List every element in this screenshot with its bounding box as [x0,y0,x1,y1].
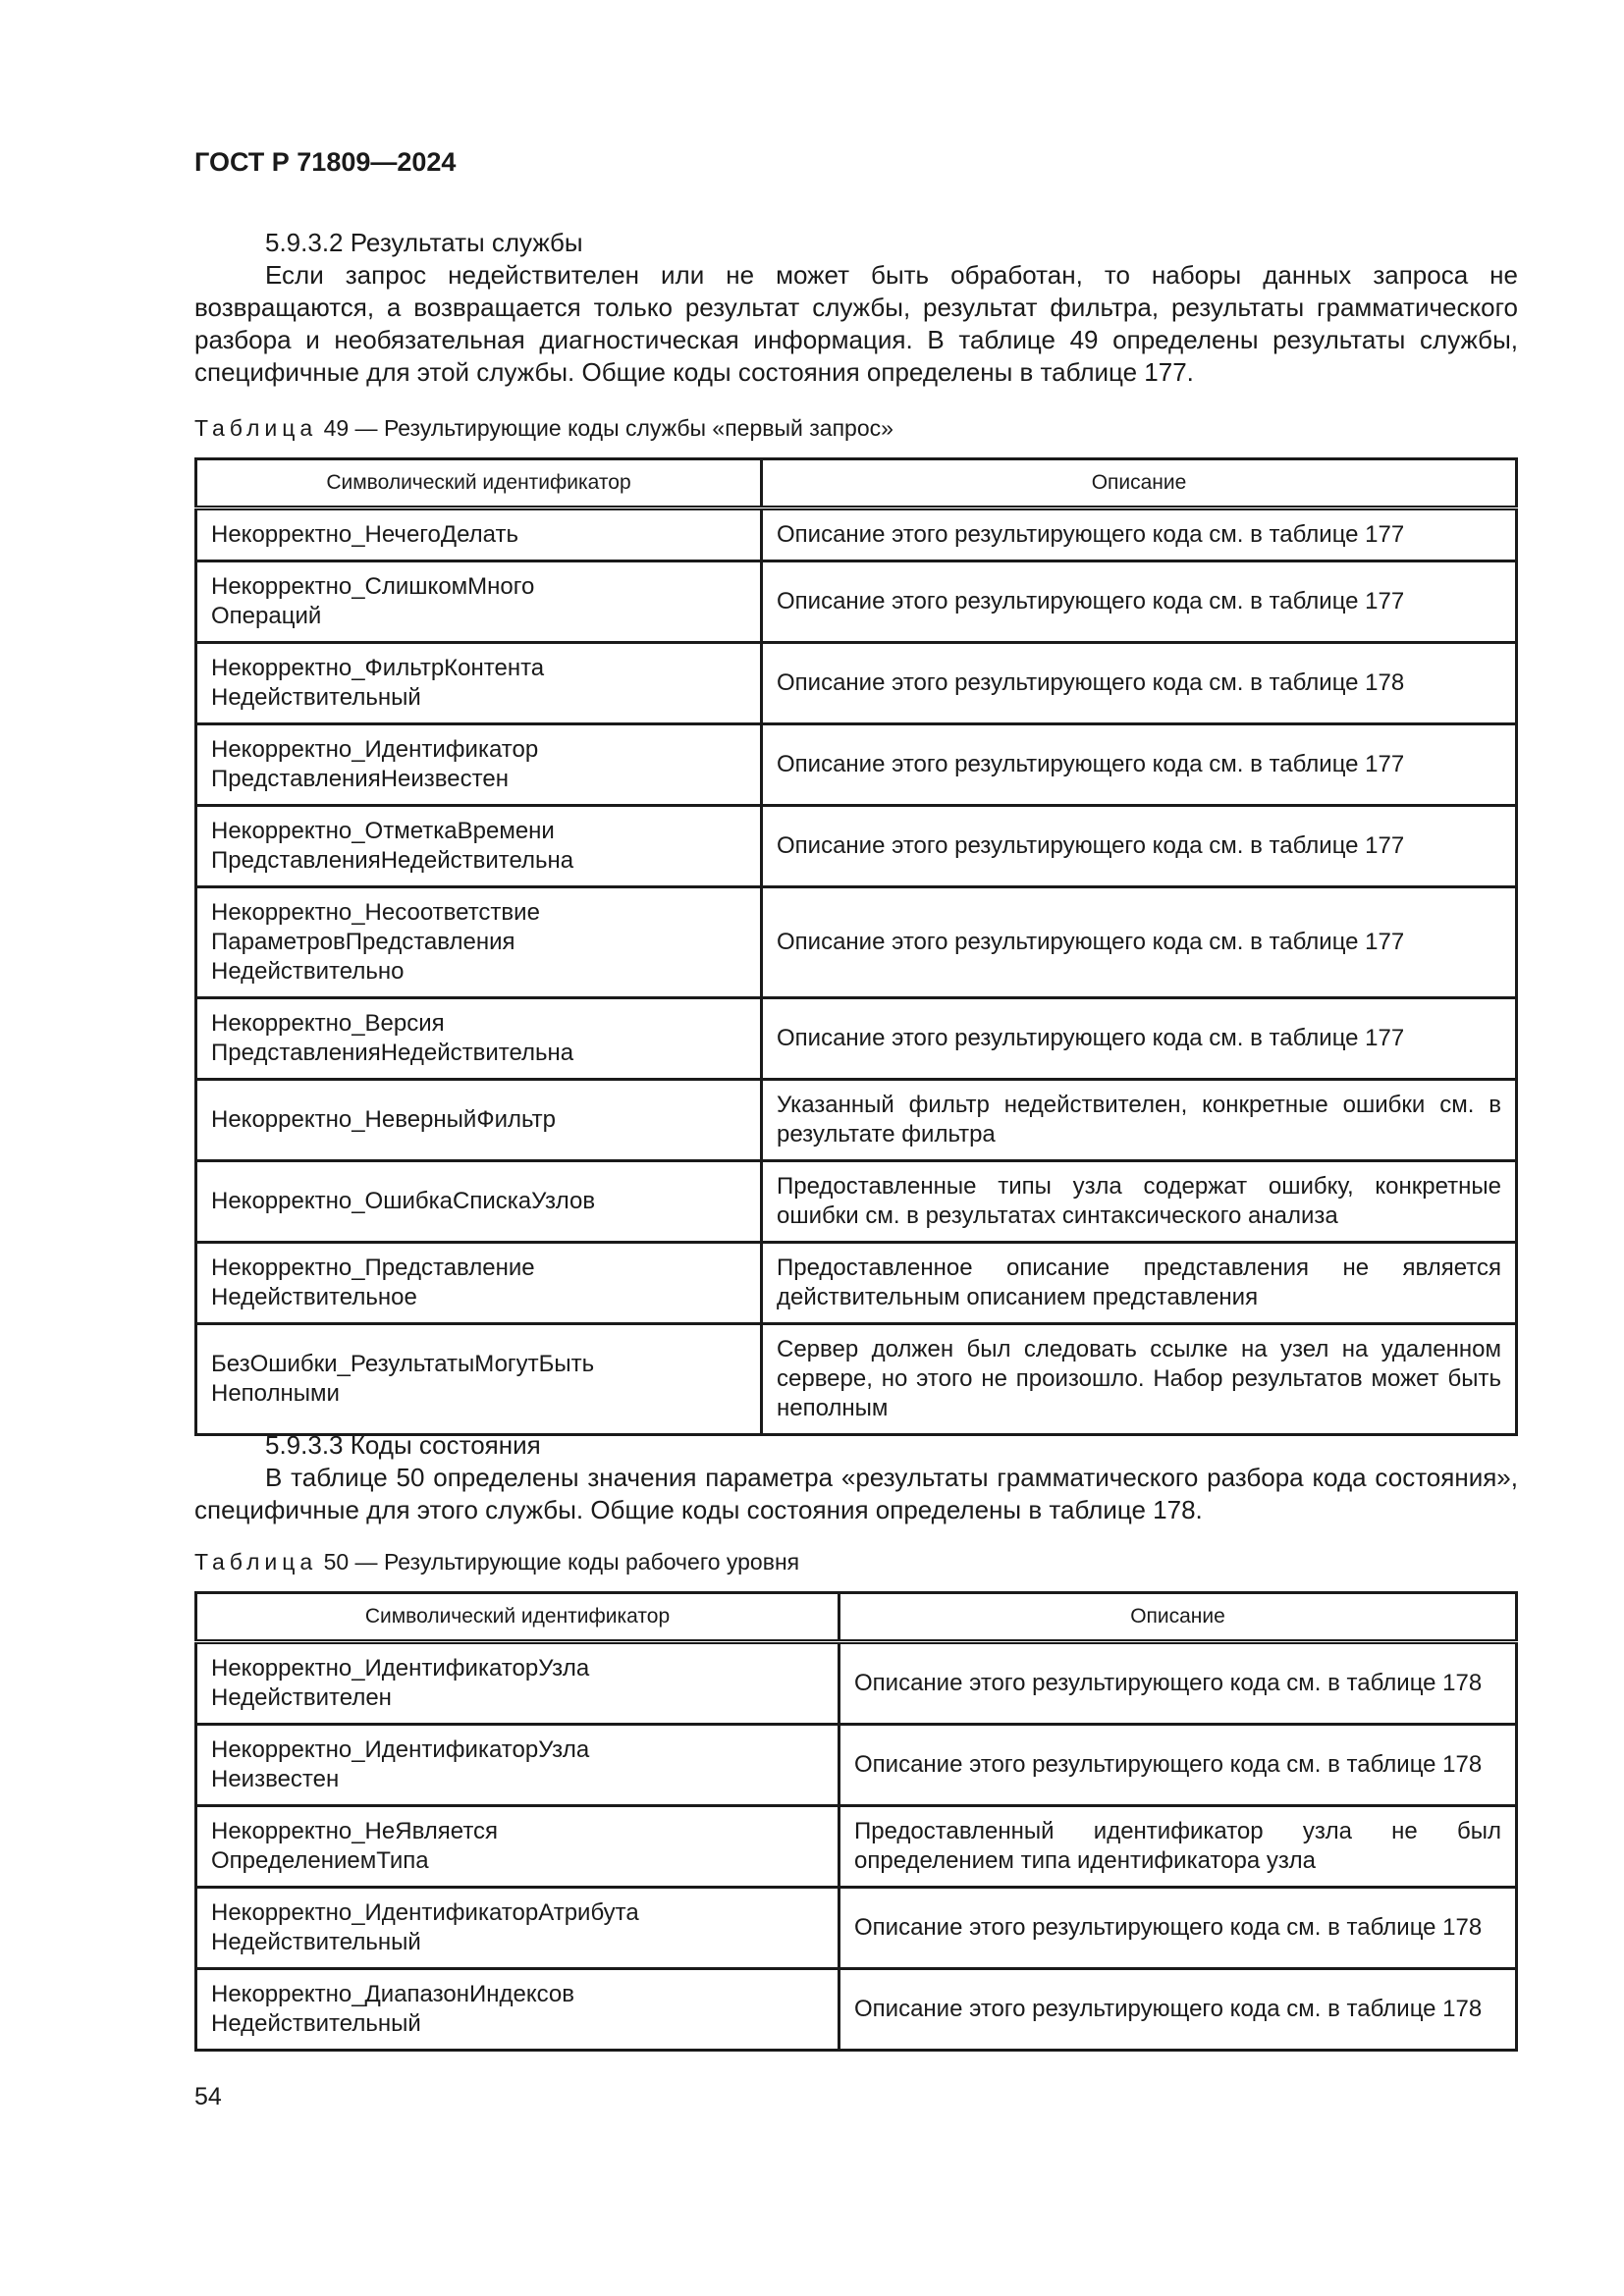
table-row [196,1969,1517,2051]
symbolic-identifier-cell: Некорректно_ИдентификаторАтрибута Недействительный [196,1888,839,1969]
description-cell: Описание этого результирующего кода см. в таблице 178 [839,1969,1517,2051]
description-cell: Предоставленное описание представления не является действительным описанием представления [762,1243,1517,1324]
section-text: Если запрос недействителен или не может быть обработан, то наборы данных запроса не возвращаются, а возвращается только результат службы, результат фильтра, результаты грамматического разбора и необязательная диагностическая информация. В таблице 49 определены результаты службы, специфичные для этой службы. Общие коды состояния определены в таблице 177. [194,260,1518,387]
table-49 [194,457,1518,1436]
column-header: Символический идентификатор [196,459,762,508]
table-row [196,1161,1517,1243]
table-row [196,1642,1517,1725]
section-text: В таблице 50 определены значения параметра «результаты грамматического разбора кода состояния», специфичные для этого службы. Общие коды состояния определены в таблице 178. [194,1463,1518,1524]
table-50-caption [194,1549,1518,1575]
caption-label: Таблица [194,1549,318,1575]
description-cell: Описание этого результирующего кода см. в таблице 177 [762,508,1517,561]
symbolic-identifier-cell: Некорректно_НечегоДелать [196,508,762,561]
description-cell: Описание этого результирующего кода см. в таблице 177 [762,887,1517,998]
document-header: ГОСТ Р 71809—2024 [194,147,457,177]
symbolic-identifier-cell: Некорректно_Версия ПредставленияНедействительна [196,998,762,1080]
section-5-9-3-3 [194,1429,1518,1526]
symbolic-identifier-cell: Некорректно_ФильтрКонтента Недействительный [196,643,762,724]
table-row [196,508,1517,561]
table-row [196,724,1517,806]
table-row [196,998,1517,1080]
description-cell: Описание этого результирующего кода см. в таблице 178 [839,1725,1517,1806]
section-5-9-3-2 [194,227,1518,389]
table-row [196,1243,1517,1324]
description-cell: Указанный фильтр недействителен, конкретные ошибки см. в результате фильтра [762,1080,1517,1161]
description-cell: Описание этого результирующего кода см. в таблице 178 [839,1642,1517,1725]
column-header: Описание [762,459,1517,508]
symbolic-identifier-cell: Некорректно_ОшибкаСпискаУзлов [196,1161,762,1243]
symbolic-identifier-cell: Некорректно_НеЯвляется ОпределениемТипа [196,1806,839,1888]
table-row [196,887,1517,998]
description-cell: Сервер должен был следовать ссылке на узел на удаленном сервере, но этого не произошло. Набор результатов может быть неполным [762,1324,1517,1435]
description-cell: Описание этого результирующего кода см. в таблице 177 [762,561,1517,643]
description-cell: Описание этого результирующего кода см. в таблице 177 [762,724,1517,806]
table-row [196,1806,1517,1888]
table-49-caption [194,415,1518,442]
table-row [196,806,1517,887]
table-row [196,643,1517,724]
description-cell: Описание этого результирующего кода см. в таблице 178 [762,643,1517,724]
symbolic-identifier-cell: Некорректно_СлишкомМного Операций [196,561,762,643]
symbolic-identifier-cell: Некорректно_ДиапазонИндексов Недействительный [196,1969,839,2051]
description-cell: Описание этого результирующего кода см. в таблице 178 [839,1888,1517,1969]
symbolic-identifier-cell: Некорректно_ОтметкаВремени ПредставленияНедействительна [196,806,762,887]
caption-label: Таблица [194,415,318,441]
table-row [196,1080,1517,1161]
symbolic-identifier-cell: Некорректно_Несоответствие ПараметровПредставления Недействительно [196,887,762,998]
symbolic-identifier-cell: БезОшибки_РезультатыМогутБыть Неполными [196,1324,762,1435]
caption-text: 49 — Результирующие коды службы «первый запрос» [323,415,893,441]
page-number: 54 [194,2083,222,2110]
column-header: Описание [839,1593,1517,1642]
symbolic-identifier-cell: Некорректно_НеверныйФильтр [196,1080,762,1161]
column-header: Символический идентификатор [196,1593,839,1642]
symbolic-identifier-cell: Некорректно_Представление Недействительное [196,1243,762,1324]
section-title: 5.9.3.3 Коды состояния [265,1430,541,1460]
description-cell: Предоставленный идентификатор узла не был определением типа идентификатора узла [839,1806,1517,1888]
table-row [196,561,1517,643]
description-cell: Описание этого результирующего кода см. в таблице 177 [762,998,1517,1080]
description-cell: Описание этого результирующего кода см. в таблице 177 [762,806,1517,887]
table-row [196,1888,1517,1969]
table-50 [194,1591,1518,2052]
section-title: 5.9.3.2 Результаты службы [265,228,583,257]
description-cell: Предоставленные типы узла содержат ошибку, конкретные ошибки см. в результатах синтаксического анализа [762,1161,1517,1243]
table-row [196,1725,1517,1806]
table-row [196,1324,1517,1435]
symbolic-identifier-cell: Некорректно_ИдентификаторУзла Недействителен [196,1642,839,1725]
symbolic-identifier-cell: Некорректно_ИдентификаторУзла Неизвестен [196,1725,839,1806]
caption-text: 50 — Результирующие коды рабочего уровня [323,1549,800,1575]
symbolic-identifier-cell: Некорректно_Идентификатор ПредставленияНеизвестен [196,724,762,806]
